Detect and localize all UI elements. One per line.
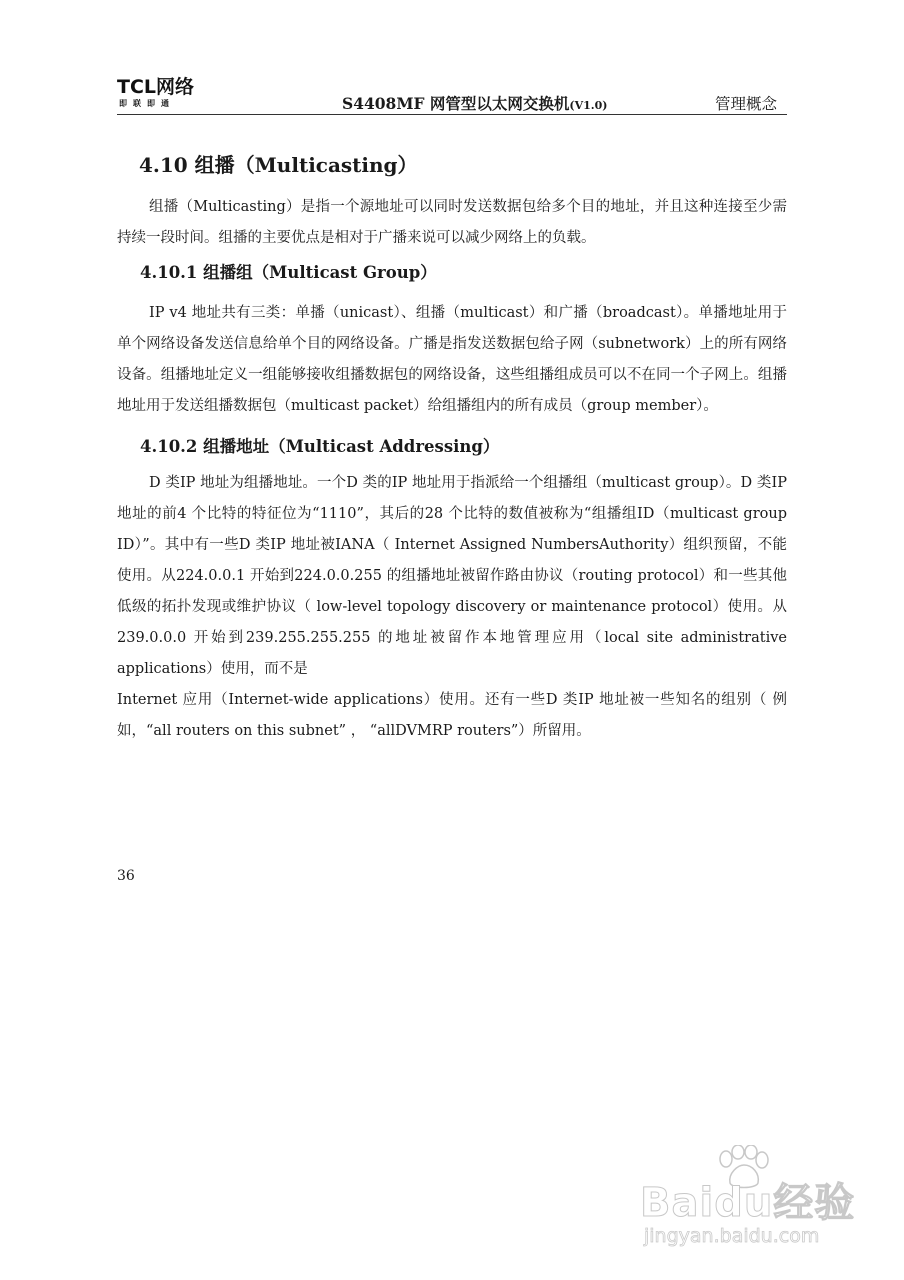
section-heading: 4.10 组播（Multicasting） [139,153,418,177]
logo-slogan: 即联即通 [119,99,175,108]
document-title [342,92,608,114]
watermark-brand: Baidu经验 [640,1180,856,1226]
document-version: (V1.0) [569,99,608,112]
logo-main-text: TCL网络 [117,76,195,98]
watermark-url: jingyan.baidu.com [644,1225,820,1247]
multicast-addressing-paragraph: D 类IP 地址为组播地址。一个D 类的IP 地址用于指派给一个组播组（multicast group）。D 类IP 地址的前4 个比特的特征位为“1110”，其后的28 个比特的数值被称为“组播组ID（multicast group ID）”。其中有一些D 类IP 地址被IANA（ Internet Assigned NumbersAuthority）组织预留，不能使用。从224.0.0.1 开始到224.0.0.255 的组播地址被留作路由协议（routing protocol）和一些其他低级的拓扑发现或维护协议（ low-level topology discovery or maintenance protocol）使用。从239.0.0.0 开始到239.255.255.255 的地址被留作本地管理应用（local site administrative applications）使用，而不是 [117,475,788,677]
page-content [117,150,787,747]
multicast-addressing-continuation: Internet 应用（Internet-wide applications）使用。还有一些D 类IP 地址被一些知名的组别（ 例如，“all routers on this subnet” ， “allDVMRP routers”）所留用。 [117,692,787,739]
multicast-group-paragraph: IP v4 地址共有三类：单播（unicast）、组播（multicast）和广播（broadcast）。单播地址用于单个网络设备发送信息给单个目的网络设备。广播是指发送数据包给子网（subnetwork）上的所有网络设备。组播地址定义一组能够接收组播数据包的网络设备，这些组播组成员可以不在同一个子网上。组播地址用于发送组播数据包（multicast packet）给组播组内的所有成员（group member）。 [117,305,787,414]
baidu-watermark [640,1145,870,1255]
page-number: 36 [117,868,135,884]
subsection-heading-multicast-group: 4.10.1 组播组（Multicast Group） [140,263,437,282]
document-title-text: S4408MF 网管型以太网交换机 [342,94,570,113]
tcl-logo [117,78,194,109]
intro-paragraph: 组播（Multicasting）是指一个源地址可以同时发送数据包给多个目的地址，并且这种连接至少需持续一段时间。组播的主要优点是相对于广播来说可以减少网络上的负载。 [117,199,787,246]
chapter-name: 管理概念 [714,95,777,113]
header-divider [117,114,787,115]
page-header [117,78,787,116]
subsection-heading-multicast-addressing: 4.10.2 组播地址（Multicast Addressing） [140,437,500,456]
